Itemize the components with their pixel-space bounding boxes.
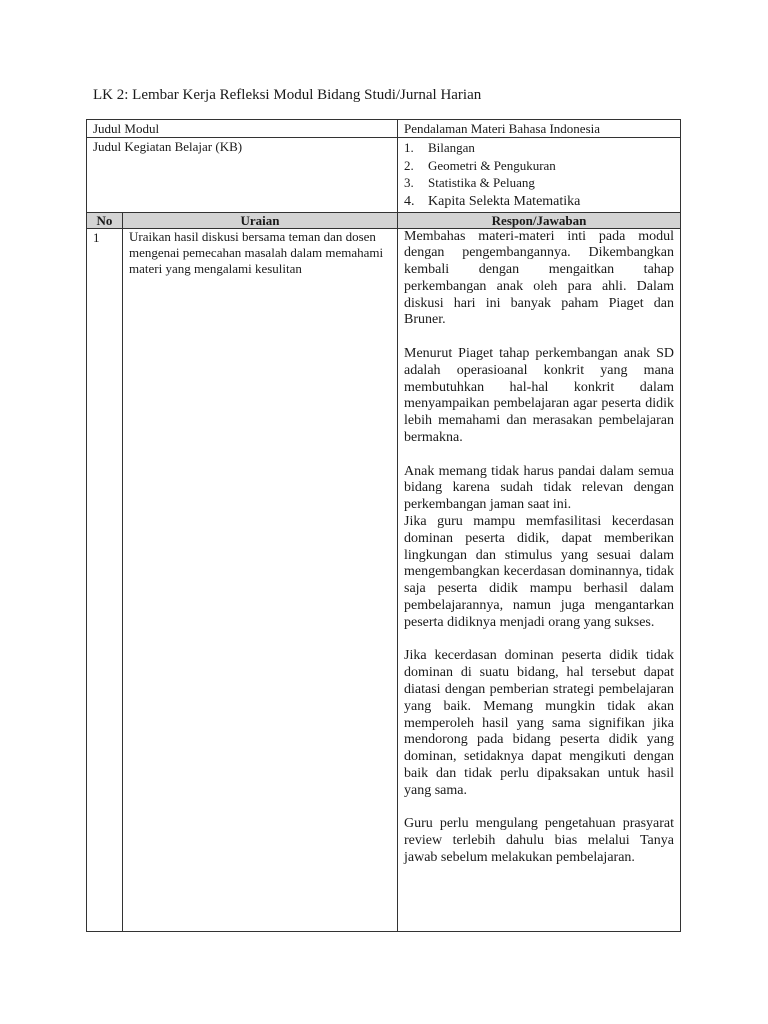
list-item — [404, 192, 674, 211]
judul-kb-label: Judul Kegiatan Belajar (KB) — [87, 138, 398, 213]
header-respon: Respon/Jawaban — [398, 212, 681, 228]
judul-modul-row — [87, 120, 681, 138]
list-item-text: Geometri & Pengukuran — [428, 157, 556, 173]
header-uraian: Uraian — [123, 212, 398, 228]
judul-modul-value: Pendalaman Materi Bahasa Indonesia — [398, 120, 681, 138]
uraian-text: Uraikan hasil diskusi bersama teman dan dosen mengenai pemecahan masalah dalam memahami materi yang mengalami kesulitan — [123, 228, 398, 931]
list-item-text: Bilangan — [428, 140, 475, 155]
list-item-number: 4. — [404, 193, 415, 209]
list-item — [404, 157, 674, 175]
header-no: No — [87, 212, 123, 228]
list-item-text: Statistika & Peluang — [428, 175, 535, 190]
list-item — [404, 139, 674, 157]
table-header-row — [87, 212, 681, 228]
page-title: LK 2: Lembar Kerja Refleksi Modul Bidang Studi/Jurnal Harian — [93, 87, 482, 103]
judul-modul-label: Judul Modul — [87, 120, 398, 138]
worksheet-table — [86, 119, 681, 932]
respon-paragraph: Jika guru mampu memfasilitasi kecerdasan dominan peserta didik, dapat memberikan lingkungan dan stimulus yang sesuai dalam mengembangkan kecerdasan dominannya, tidak saja peserta didik mampu berhasil dalam pembelajarannya, namun juga mengantarkan peserta didiknya menjadi orang yang sukses. — [404, 514, 674, 630]
list-item-number: 2. — [404, 157, 414, 173]
row-number: 1 — [87, 228, 123, 931]
respon-cell — [398, 228, 681, 931]
judul-kb-row — [87, 138, 681, 213]
list-item-number: 1. — [404, 140, 414, 155]
kb-list — [404, 139, 674, 211]
list-item-number: 3. — [404, 175, 414, 190]
respon-paragraph: Guru perlu mengulang pengetahuan prasyarat review terlebih dahulu bias melalui Tanya jawab sebelum melakukan pembelajaran. — [404, 816, 674, 865]
kb-list-cell — [398, 138, 681, 213]
respon-paragraph: Anak memang tidak harus pandai dalam semua bidang karena sudah tidak relevan dengan perkembangan jaman saat ini. — [404, 463, 674, 513]
respon-paragraph: Jika kecerdasan dominan peserta didik tidak dominan di suatu bidang, hal tersebut dapat diatasi dengan pemberian strategi pembelajaran yang baik. Memang mungkin tidak akan memperoleh hasil yang sama signifikan jika mendorong pada bidang peserta didik yang dominan, setidaknya dapat mengikuti dengan baik dan tidak perlu dipaksakan untuk hasil yang sama. — [404, 648, 674, 798]
respon-paragraph: Menurut Piaget tahap perkembangan anak SD adalah operasioanal konkrit yang mana membutuhkan hal-hal konkrit dalam menyampaikan pembelajaran agar peserta didik lebih memahami dan merasakan pembelajaran bermakna. — [404, 346, 674, 446]
table-row — [87, 228, 681, 931]
respon-paragraph: Membahas materi-materi inti pada modul dengan pengembangannya. Dikembangkan kembali dengan mengaitkan tahap perkembangan anak oleh para ahli. Dalam diskusi hari ini banyak paham Piaget dan Bruner. — [404, 228, 674, 328]
list-item-text: Kapita Selekta Matematika — [428, 193, 581, 209]
list-item — [404, 174, 674, 192]
